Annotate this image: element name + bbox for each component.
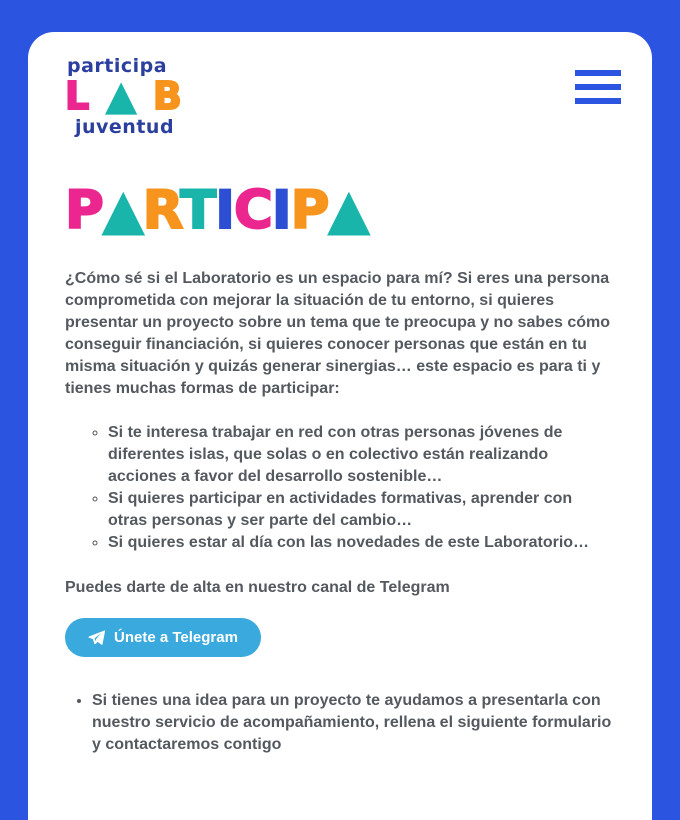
- heading-letter-6: C: [233, 179, 272, 241]
- join-telegram-button[interactable]: [65, 618, 261, 657]
- logo-text-participa: participa: [67, 55, 168, 77]
- intro-paragraph: ¿Cómo sé si el Laboratorio es un espacio para mí? Si eres una persona comprometida con mejorar la situación de tu entorno, si quieres presentar un proyecto sobre un tema que te preocupa y no sabes cómo conseguir financiación, si quieres conocer personas que están en tu misma situación y quizás generar sinergias… este espacio es para ti y tienes muchas formas de participar:: [65, 269, 611, 397]
- site-logo[interactable]: [65, 57, 184, 137]
- heading-letter-7: I: [271, 179, 291, 241]
- heading-letter-5: I: [215, 179, 234, 241]
- heading-letter-1: P: [65, 179, 103, 241]
- telegram-lead-text: Puedes darte de alta en nuestro canal de Telegram: [65, 578, 450, 596]
- logo-letter-l: L: [65, 74, 92, 118]
- list-item: • Si tienes una idea para un proyecto te ayudamos a presentarla con nuestro servicio de acompañamiento, rellena el siguiente formulario y contactaremos contigo: [92, 690, 615, 756]
- heading-letter-8: P: [290, 179, 329, 241]
- hamburger-icon: [575, 70, 621, 104]
- list-item: ◦ Si te interesa trabajar en red con otras personas jóvenes de diferentes islas, que solas o en colectivo están realizando acciones a favor del desarrollo sostenible…: [108, 422, 615, 488]
- list-item: ◦ Si quieres participar en actividades formativas, aprender con otras personas y ser parte del cambio…: [108, 488, 615, 532]
- main-content: [28, 32, 652, 796]
- logo-letter-b: B: [152, 74, 184, 118]
- hamburger-menu-button[interactable]: [575, 70, 621, 104]
- logo-lab-letters: [65, 74, 184, 118]
- logo-letter-a-triangle: ▲: [106, 74, 138, 118]
- logo-text-juventud: juventud: [75, 115, 175, 138]
- help-list: [65, 690, 615, 756]
- join-telegram-label: Únete a Telegram: [114, 628, 238, 646]
- paper-plane-icon: [88, 629, 105, 646]
- heading-letter-4: T: [180, 179, 216, 241]
- content-card: [28, 32, 652, 820]
- participation-options-list: [65, 422, 615, 554]
- page-title: [65, 179, 615, 241]
- heading-letter-2: ▲: [102, 179, 143, 241]
- heading-letter-9: ▲: [328, 179, 369, 241]
- heading-letter-3: R: [142, 179, 181, 241]
- list-item: ◦ Si quieres estar al día con las novedades de este Laboratorio…: [108, 532, 615, 554]
